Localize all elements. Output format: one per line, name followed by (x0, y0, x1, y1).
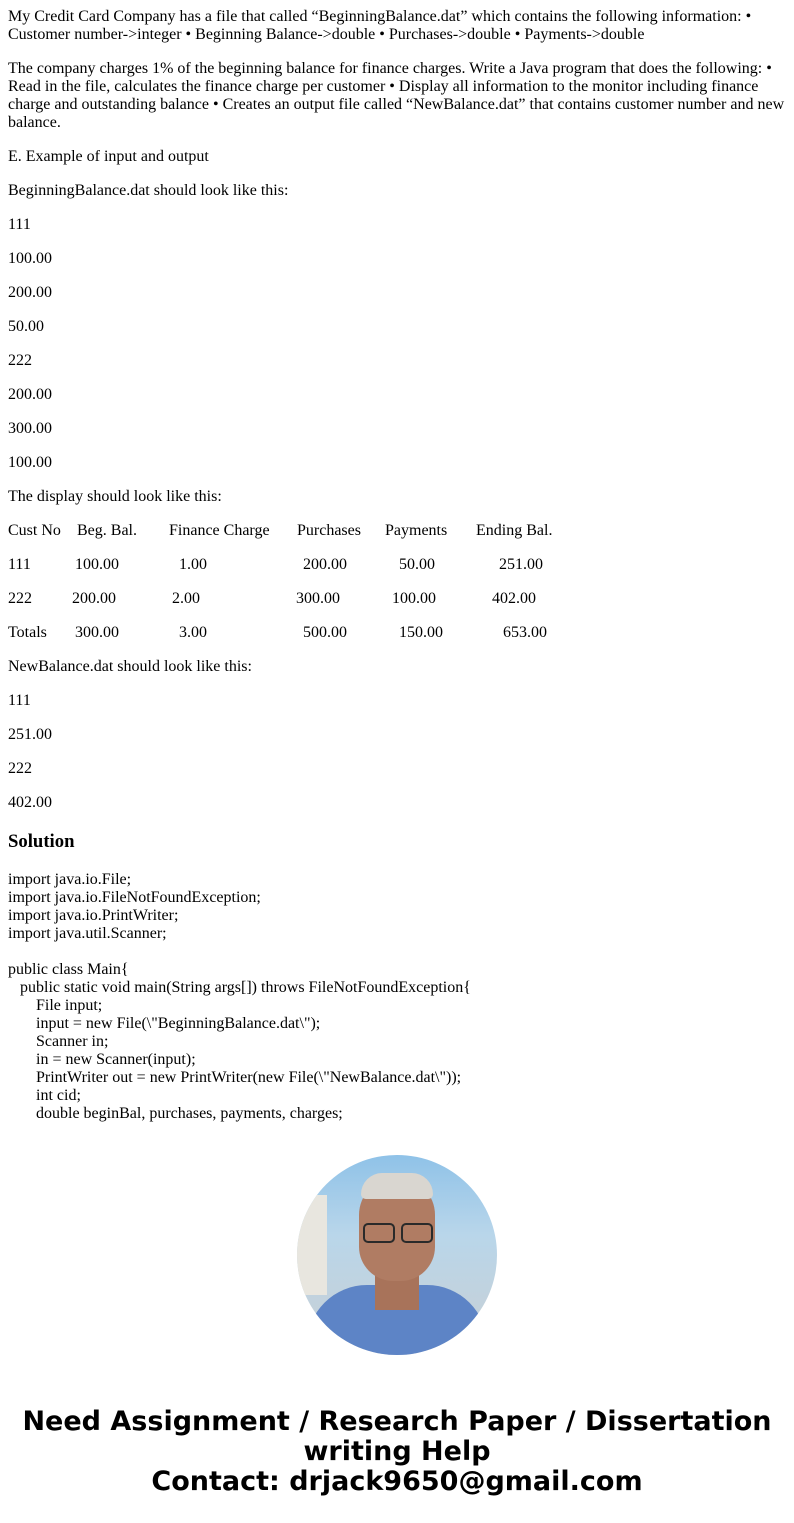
cell: 3.00 (179, 624, 207, 641)
input-line: 111 (8, 216, 31, 233)
output-line: 402.00 (8, 794, 52, 811)
output-line: 222 (8, 760, 32, 777)
banner-contact: Contact: drjack9650@gmail.com (151, 1466, 643, 1497)
cell: 222 (8, 590, 32, 607)
output-line: 251.00 (8, 726, 52, 743)
header-cell: Ending Bal. (476, 522, 553, 539)
banner-line-2: writing Help (303, 1436, 491, 1467)
table-totals-row (8, 624, 786, 642)
cell: 300.00 (296, 590, 340, 607)
cell: 200.00 (303, 556, 347, 573)
banner-line-1: Need Assignment / Research Paper / Dissertation (22, 1406, 772, 1437)
cell: 150.00 (399, 624, 443, 641)
cell: Totals (8, 624, 47, 641)
cell: 300.00 (75, 624, 119, 641)
table-row (8, 556, 786, 574)
table-row (8, 590, 786, 608)
header-cell: Payments (385, 522, 448, 539)
author-photo-wrap (8, 1155, 786, 1355)
solution-code: import java.io.File; import java.io.FileNotFoundException; import java.io.PrintWriter; import java.util.Scanner; public class Main{ public static void main(String args[]) throws FileNotFoundException{ File input; input = new File(\"BeginningBalance.dat\"); Scanner in; in = new Scanner(input); PrintWriter out = new PrintWriter(new File(\"NewBalance.dat\")); int cid; double beginBal, purchases, payments, charges; (8, 871, 471, 1122)
input-line: 200.00 (8, 284, 52, 301)
header-cell: Cust No (8, 522, 61, 539)
header-cell: Purchases (297, 522, 361, 539)
output-line: 111 (8, 692, 31, 709)
cell: 500.00 (303, 624, 347, 641)
author-photo (297, 1155, 497, 1355)
cell: 200.00 (72, 590, 116, 607)
cell: 100.00 (392, 590, 436, 607)
cell: 402.00 (492, 590, 536, 607)
table-header-row (8, 522, 786, 540)
output-heading: NewBalance.dat should look like this: (8, 658, 252, 675)
cell: 251.00 (499, 556, 543, 573)
display-heading: The display should look like this: (8, 488, 222, 505)
contact-banner (8, 1407, 786, 1497)
example-heading: E. Example of input and output (8, 148, 209, 165)
input-line: 50.00 (8, 318, 44, 335)
cell: 2.00 (172, 590, 200, 607)
cell: 100.00 (75, 556, 119, 573)
cell: 111 (8, 556, 31, 573)
intro-paragraph-1: My Credit Card Company has a file that called “BeginningBalance.dat” which contains the following information: • Customer number->integer • Beginning Balance->double • Purchases->double • Payments->double (8, 8, 752, 43)
cell: 1.00 (179, 556, 207, 573)
intro-paragraph-2: The company charges 1% of the beginning balance for finance charges. Write a Java program that does the following: • Read in the file, calculates the finance charge per customer • Display all information to the monitor including finance charge and outstanding balance • Creates an output file called “NewBalance.dat” that contains customer number and new balance. (8, 60, 785, 131)
input-line: 100.00 (8, 250, 52, 267)
cell: 50.00 (399, 556, 435, 573)
header-cell: Beg. Bal. (77, 522, 137, 539)
header-cell: Finance Charge (169, 522, 270, 539)
solution-title: Solution (8, 831, 75, 852)
input-line: 200.00 (8, 386, 52, 403)
input-line: 100.00 (8, 454, 52, 471)
input-line: 222 (8, 352, 32, 369)
cell: 653.00 (503, 624, 547, 641)
input-line: 300.00 (8, 420, 52, 437)
input-heading: BeginningBalance.dat should look like this: (8, 182, 289, 199)
